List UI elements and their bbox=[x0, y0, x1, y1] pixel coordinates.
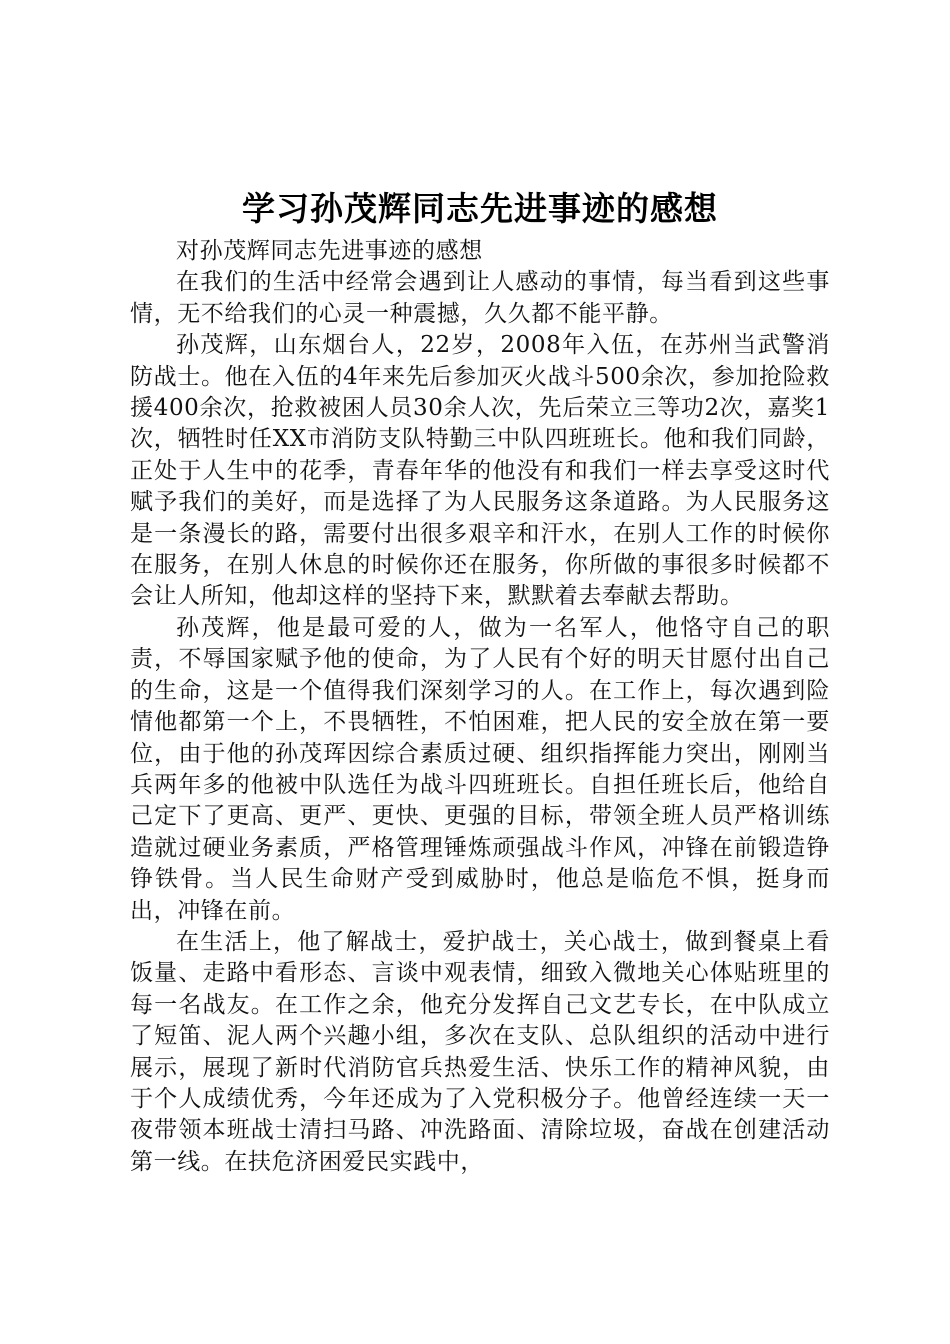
paragraph: 孙茂辉，山东烟台人，22岁，2008年入伍，在苏州当武警消防战士。他在入伍的4年来先后参加灭火战斗500余次，参加抢险救援400余次，抢救被困人员30余人次，先后荣立三等功2次，嘉奖1次，牺牲时任XX市消防支队特勤三中队四班班长。他和我们同龄，正处于人生中的花季，青春年华的他没有和我们一样去享受这时代赋予我们的美好，而是选择了为人民服务这条道路。为人民服务这是一条漫长的路，需要付出很多艰辛和汗水，在别人工作的时候你在服务，在别人休息的时候你还在服务，你所做的事很多时候都不会让人所知，他却这样的坚持下来，默默着去奉献去帮助。 bbox=[130, 332, 830, 610]
document-body bbox=[130, 236, 830, 1178]
paragraph: 对孙茂辉同志先进事迹的感想 bbox=[176, 238, 483, 264]
paragraph: 在生活上，他了解战士，爱护战士，关心战士，做到餐桌上看饭量、走路中看形态、言谈中观表情，细致入微地关心体贴班里的每一名战友。在工作之余，他充分发挥自己文艺专长，在中队成立了短笛、泥人两个兴趣小组，多次在支队、总队组织的活动中进行展示，展现了新时代消防官兵热爱生活、快乐工作的精神风貌，由于个人成绩优秀，今年还成为了入党积极分子。他曾经连续一天一夜带领本班战士清扫马路、冲洗路面、清除垃圾，奋战在创建活动第一线。在扶危济困爱民实践中， bbox=[130, 928, 830, 1175]
document-title: 学习孙茂辉同志先进事迹的感想 bbox=[242, 189, 718, 228]
paragraph: 孙茂辉，他是最可爱的人，做为一名军人，他恪守自己的职责，不辱国家赋予他的使命，为了人民有个好的明天甘愿付出自己的生命，这是一个值得我们深刻学习的人。在工作上，每次遇到险情他都第一个上，不畏牺牲，不怕困难，把人民的安全放在第一要位，由于他的孙茂珲因综合素质过硬、组织指挥能力突出，刚刚当兵两年多的他被中队选任为战斗四班班长。自担任班长后，他给自己定下了更高、更严、更快、更强的目标，带领全班人员严格训练造就过硬业务素质，严格管理锤炼顽强战斗作风，冲锋在前锻造铮铮铁骨。当人民生命财产受到威胁时，他总是临危不惧，挺身而出，冲锋在前。 bbox=[130, 614, 830, 924]
paragraph: 在我们的生活中经常会遇到让人感动的事情，每当看到这些事情，无不给我们的心灵一种震撼，久久都不能平静。 bbox=[130, 269, 830, 327]
